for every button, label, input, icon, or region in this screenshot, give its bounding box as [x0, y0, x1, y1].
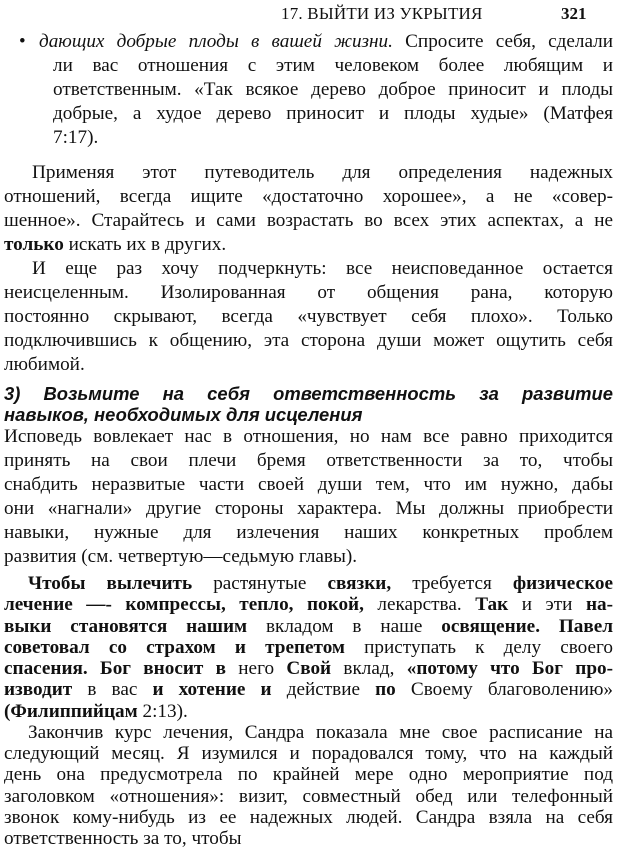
text-line: развития (см. четвертую—седьмую главы).	[4, 546, 358, 567]
text-line: шенное». Старайтесь и сами возрастать во всех этих аспектах, а не	[4, 210, 613, 231]
text-line: добрые, а худое дерево приносит и плоды худые» (Матфея	[53, 103, 613, 124]
heading-line: навыков, необходимых для исцеления	[4, 404, 363, 425]
text-line: заголовком «отношения»: визит, совместный обед или телефонный	[4, 785, 613, 807]
text-line: подключившись к общению, эта сторона души может ощутить себя	[4, 330, 613, 351]
bold-text: лечение —- компрессы, тепло, покой,	[4, 594, 364, 616]
text-line	[4, 658, 613, 680]
text-line: снабдить неразвитые части своей души тем, что им нужно, дабы	[4, 474, 613, 495]
text-span: лекарства.	[363, 594, 476, 616]
text-line: 7:17).	[53, 127, 99, 148]
text-line: отношений, всегда ищите «достаточно хорошее», а не «совер-	[4, 186, 613, 207]
text-line	[28, 573, 613, 595]
chapter-title: 17. ВЫЙТИ ИЗ УКРЫТИЯ	[281, 4, 483, 23]
text-line: следующий месяц. Я изумился и порадовался тому, что на каждый	[4, 743, 613, 764]
text-line: ответственным. «Так всякое дерево доброе приносит и плоды	[53, 79, 613, 100]
bold-text: Чтобы вылечить	[28, 573, 193, 594]
bold-text: выки становятся нашим	[4, 615, 248, 637]
text-line: навыки, нужные для излечения наших конкретных проблем	[4, 522, 613, 543]
text-line: день она предусмотрела по крайней мере одно мероприятие под	[4, 764, 613, 786]
text-line: И еще раз хочу подчеркнуть: все неисповеданное остается	[32, 258, 613, 279]
bold-text: «потому что Бог про-	[406, 658, 613, 679]
text-line: неисцеленным. Изолированная от общения рана, которую	[4, 282, 613, 303]
text-line	[4, 616, 613, 638]
text-span: него	[225, 658, 287, 679]
text-span: действие	[271, 679, 376, 701]
text-line: они «нагнали» другие стороны характера. Мы должны приобрести	[4, 498, 613, 519]
text-line	[4, 233, 226, 257]
text-span: в вас	[72, 679, 153, 701]
text-span: и эти	[508, 594, 586, 616]
text-line: любимой.	[4, 354, 85, 375]
text-line	[4, 637, 613, 659]
heading-line: 3) Возьмите на себя ответственность за развитие	[4, 383, 613, 404]
text-span: Своему благоволению»	[395, 679, 613, 701]
text-line	[4, 701, 188, 723]
text-line: ли вас отношения с этим человеком более любящим и	[53, 55, 613, 76]
text-span: требуется	[391, 573, 513, 594]
bold-text: освящение. Павел	[441, 615, 613, 637]
bold-text: на-	[585, 594, 613, 616]
text-line: Закончив курс лечения, Сандра показала мне свое расписание на	[28, 721, 613, 743]
italic-text: дающих добрые плоды в вашей жизни.	[39, 31, 393, 52]
bullet-symbol: •	[19, 31, 26, 52]
bold-text: изводит	[4, 679, 73, 701]
text-span: вклад,	[331, 658, 407, 679]
text-line: Исповедь вовлекает нас в отношения, но нам все равно приходится	[4, 426, 613, 447]
text-line: звонок кому-нибудь из ее надежных людей. Сандра взяла на себя	[4, 806, 613, 828]
page-number: 321	[561, 4, 587, 23]
text-span: 2:13).	[137, 700, 188, 722]
text-line: принять на свои плечи бремя ответственности за то, чтобы	[4, 450, 613, 471]
text-line	[39, 30, 613, 54]
text-span: вкладом в наше	[247, 615, 442, 637]
bold-text: только	[4, 234, 64, 255]
text-line: ответственность за то, чтобы	[4, 828, 242, 849]
bold-text: физическое	[512, 573, 613, 594]
text-span: растянутые	[192, 573, 328, 594]
text-span: приступать к делу своего	[345, 636, 613, 658]
bold-text: по	[375, 679, 396, 701]
text-line: постоянно скрывают, всегда «чувствует себя плохо». Только	[4, 306, 613, 327]
text-line: Применяя этот путеводитель для определения надежных	[32, 162, 613, 183]
text-line	[4, 594, 613, 616]
running-header	[0, 4, 620, 28]
text-span: искать их в других.	[63, 234, 227, 255]
bold-text: Так	[475, 594, 509, 616]
bold-text: Свой	[286, 658, 332, 679]
bold-text: спасения. Бог вносит в	[4, 658, 226, 679]
text-line	[4, 679, 613, 701]
bold-text: связки,	[327, 573, 392, 594]
text-span: Спросите себя, сделали	[392, 31, 613, 52]
bold-text: советовал со страхом и трепетом	[4, 636, 345, 658]
bold-text: (Филиппийцам	[4, 700, 138, 722]
bold-text: и хотение и	[152, 679, 272, 701]
